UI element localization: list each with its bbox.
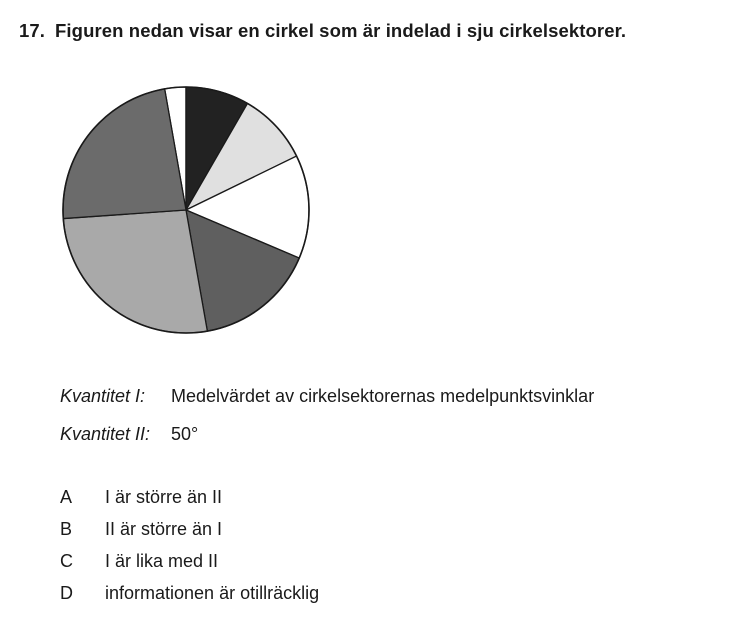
option-text: informationen är otillräcklig <box>105 583 320 603</box>
quantity-2-row <box>60 424 199 445</box>
pie-sector-7 <box>63 89 186 219</box>
pie-sector-6 <box>63 210 207 333</box>
quantity-2-text: 50° <box>171 424 199 444</box>
quantity-1-row <box>60 386 595 407</box>
question-number: 17. <box>19 20 46 41</box>
quantity-2-label: Kvantitet II: <box>60 424 151 444</box>
option-letter: D <box>60 583 73 603</box>
option-letter: C <box>60 551 73 571</box>
answer-option-c[interactable] <box>60 551 218 572</box>
option-text: I är större än II <box>105 487 223 507</box>
answer-option-b[interactable] <box>60 519 222 540</box>
quantity-1-text: Medelvärdet av cirkelsektorernas medelpunktsvinklar <box>171 386 595 406</box>
option-letter: A <box>60 487 73 507</box>
quantity-1-label: Kvantitet I: <box>60 386 146 406</box>
answer-option-a[interactable] <box>60 487 222 508</box>
option-text: II är större än I <box>105 519 223 539</box>
pie-sectors <box>63 87 309 333</box>
option-letter: B <box>60 519 73 539</box>
pie-chart-figure <box>58 82 314 338</box>
option-text: I är lika med II <box>105 551 219 571</box>
question-header <box>19 20 626 42</box>
question-text: Figuren nedan visar en cirkel som är indelad i sju cirkelsektorer. <box>55 20 627 41</box>
answer-option-d[interactable] <box>60 583 319 604</box>
